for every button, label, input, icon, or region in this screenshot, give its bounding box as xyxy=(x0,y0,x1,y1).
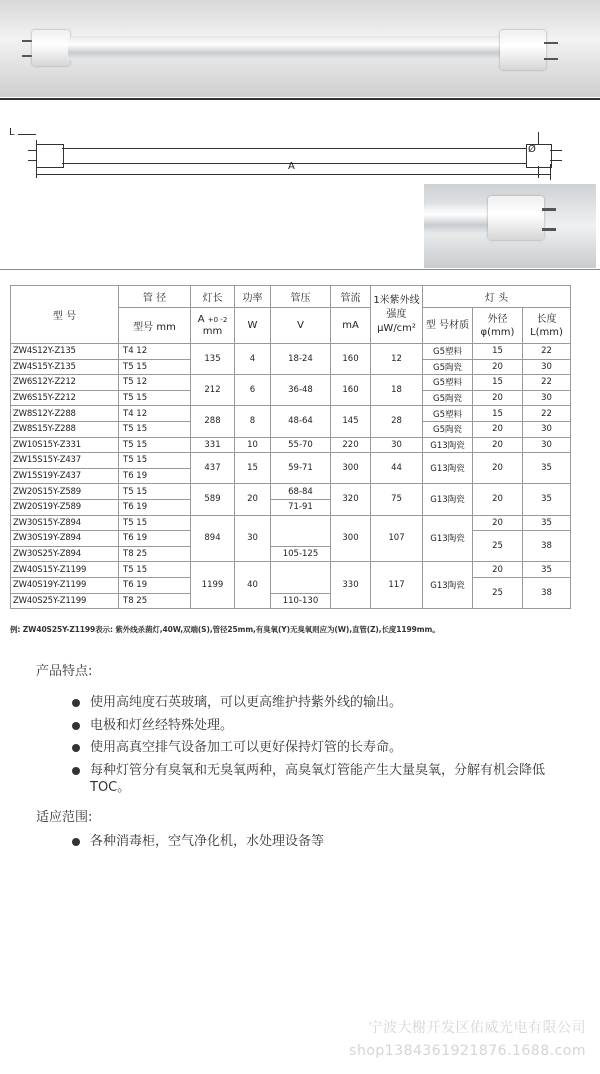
col-tube: 管 径 xyxy=(119,286,191,308)
table-row xyxy=(11,453,571,469)
bullet-icon xyxy=(72,744,80,752)
cell-power: 10 xyxy=(235,437,271,453)
cell-len: 35 xyxy=(523,515,571,531)
example-note: 例: ZW40S25Y-Z1199表示: 紫外线杀菌灯,40W,双端(S),管径25mm,有臭氧(Y)无臭氧则应为(W),直管(Z),长度1199mm。 xyxy=(10,625,440,634)
cell-cap: G5塑料 xyxy=(423,344,473,360)
cell-cap: G5陶瓷 xyxy=(423,359,473,375)
col-voltage: 管压 xyxy=(271,286,331,308)
cell-power: 6 xyxy=(235,375,271,406)
cell-power: 8 xyxy=(235,406,271,437)
applications-heading: 适应范围: xyxy=(36,810,93,825)
cell-model: ZW20S19Y-Z589 xyxy=(11,499,119,515)
cell-model: ZW6S12Y-Z212 xyxy=(11,375,119,391)
col-cap: 灯 头 xyxy=(423,286,571,308)
cell-current: 300 xyxy=(331,453,371,484)
cell-voltage: 110-130 xyxy=(271,593,331,609)
cell-model: ZW4S12Y-Z135 xyxy=(11,344,119,360)
cell-tube: T6 19 xyxy=(119,577,191,593)
cell-cap: G5陶瓷 xyxy=(423,421,473,437)
cell-dia: 15 xyxy=(473,406,523,422)
cell-tube: T6 19 xyxy=(119,531,191,547)
cell-model: ZW30S19Y-Z894 xyxy=(11,531,119,547)
table-row xyxy=(11,406,571,422)
cell-cap: G5塑料 xyxy=(423,375,473,391)
cell-uv: 28 xyxy=(371,406,423,437)
col-power: 功率 xyxy=(235,286,271,308)
list-item xyxy=(72,762,572,797)
watermark-company: 宁波大榭开发区佑威光电有限公司 xyxy=(368,1020,586,1036)
cell-length: 437 xyxy=(191,453,235,484)
cell-tube: T8 25 xyxy=(119,593,191,609)
cell-model: ZW4S15Y-Z135 xyxy=(11,359,119,375)
cap-model: 型 号材质 xyxy=(423,308,473,344)
bullet-icon xyxy=(72,699,80,707)
cell-cap: G13陶瓷 xyxy=(423,515,473,562)
cell-cap: G13陶瓷 xyxy=(423,484,473,515)
cell-dia: 20 xyxy=(473,421,523,437)
cell-tube: T5 15 xyxy=(119,359,191,375)
cell-tube: T6 19 xyxy=(119,468,191,484)
cell-length: 212 xyxy=(191,375,235,406)
cell-tube: T5 15 xyxy=(119,562,191,578)
cell-length: 589 xyxy=(191,484,235,515)
cell-cap: G13陶瓷 xyxy=(423,437,473,453)
feature-text: 电极和灯丝经特殊处理。 xyxy=(90,717,234,733)
cell-dia: 20 xyxy=(473,359,523,375)
length-sub xyxy=(191,308,235,344)
cell-model: ZW6S15Y-Z212 xyxy=(11,390,119,406)
cap-dia: 外径 φ(mm) xyxy=(473,308,523,344)
cell-current: 330 xyxy=(331,562,371,609)
table-row xyxy=(11,484,571,500)
label-phi: Ø xyxy=(528,144,536,155)
cell-len: 35 xyxy=(523,562,571,578)
cell-length: 894 xyxy=(191,515,235,562)
cell-model: ZW40S15Y-Z1199 xyxy=(11,562,119,578)
list-item xyxy=(72,739,572,757)
cell-len: 38 xyxy=(523,577,571,608)
uv-unit: μW/cm² xyxy=(377,322,416,334)
cell-dia: 20 xyxy=(473,437,523,453)
cell-dia: 15 xyxy=(473,375,523,391)
cell-cap: G5陶瓷 xyxy=(423,390,473,406)
feature-text: 使用高纯度石英玻璃，可以更高维护持紫外线的输出。 xyxy=(90,695,403,710)
cell-power: 20 xyxy=(235,484,271,515)
cell-uv: 107 xyxy=(371,515,423,562)
cell-length: 135 xyxy=(191,344,235,375)
bullet-icon xyxy=(72,767,80,775)
col-uv xyxy=(371,286,423,344)
spec-table xyxy=(10,285,571,609)
cell-tube: T6 19 xyxy=(119,499,191,515)
cell-model: ZW15S15Y-Z437 xyxy=(11,453,119,469)
features-list xyxy=(72,694,572,802)
cell-tube: T8 25 xyxy=(119,546,191,562)
cell-current: 300 xyxy=(331,515,371,562)
watermark-shop: shop1384361921876.1688.com xyxy=(349,1043,586,1059)
cell-uv: 75 xyxy=(371,484,423,515)
cell-current: 320 xyxy=(331,484,371,515)
cell-len: 22 xyxy=(523,406,571,422)
cell-length: 1199 xyxy=(191,562,235,609)
cell-dia: 20 xyxy=(473,453,523,484)
cell-power: 15 xyxy=(235,453,271,484)
features-heading: 产品特点: xyxy=(36,664,93,679)
power-unit: W xyxy=(235,308,271,344)
cell-voltage: 68-84 xyxy=(271,484,331,500)
cell-voltage: 18-24 xyxy=(271,344,331,375)
cell-len: 22 xyxy=(523,375,571,391)
length-unit: mm xyxy=(202,325,223,337)
cell-voltage: 36-48 xyxy=(271,375,331,406)
cell-tube: T5 15 xyxy=(119,453,191,469)
current-unit: mA xyxy=(331,308,371,344)
cell-voltage: 55-70 xyxy=(271,437,331,453)
col-length: 灯长 xyxy=(191,286,235,308)
cell-model: ZW20S15Y-Z589 xyxy=(11,484,119,500)
cell-uv: 117 xyxy=(371,562,423,609)
cell-len: 30 xyxy=(523,390,571,406)
cell-len: 22 xyxy=(523,344,571,360)
cell-uv: 44 xyxy=(371,453,423,484)
cell-current: 220 xyxy=(331,437,371,453)
feature-text: 每种灯管分有臭氧和无臭氧两种，高臭氧灯管能产生大量臭氧，分解有机会降低TOC。 xyxy=(90,762,546,795)
cell-model: ZW15S19Y-Z437 xyxy=(11,468,119,484)
cell-model: ZW8S15Y-Z288 xyxy=(11,421,119,437)
cell-voltage xyxy=(271,515,331,546)
cell-dia: 20 xyxy=(473,390,523,406)
label-a: A xyxy=(288,161,295,172)
length-tol: +0 -2 xyxy=(207,315,228,324)
cell-tube: T5 15 xyxy=(119,515,191,531)
cell-model: ZW10S15Y-Z331 xyxy=(11,437,119,453)
bullet-icon xyxy=(72,838,80,846)
cell-cap: G13陶瓷 xyxy=(423,562,473,609)
cell-tube: T4 12 xyxy=(119,406,191,422)
cell-voltage: 71-91 xyxy=(271,499,331,515)
feature-text: 使用高真空排气设备加工可以更好保持灯管的长寿命。 xyxy=(90,740,403,755)
cell-power: 30 xyxy=(235,515,271,562)
list-item xyxy=(72,833,572,851)
tube-sub: 型号 mm xyxy=(119,308,191,344)
cell-tube: T5 15 xyxy=(119,437,191,453)
product-photo-lamp xyxy=(0,0,600,97)
table-row xyxy=(11,344,571,360)
cell-voltage: 48-64 xyxy=(271,406,331,437)
cell-len: 35 xyxy=(523,453,571,484)
cell-dia: 25 xyxy=(473,531,523,562)
cell-uv: 30 xyxy=(371,437,423,453)
cell-voltage xyxy=(271,562,331,593)
cell-model: ZW30S25Y-Z894 xyxy=(11,546,119,562)
cell-length: 331 xyxy=(191,437,235,453)
cell-length: 288 xyxy=(191,406,235,437)
cell-cap: G13陶瓷 xyxy=(423,453,473,484)
cell-cap: G5塑料 xyxy=(423,406,473,422)
table-row xyxy=(11,375,571,391)
bullet-icon xyxy=(72,722,80,730)
cell-dia: 15 xyxy=(473,344,523,360)
cell-power: 40 xyxy=(235,562,271,609)
length-a: A xyxy=(197,313,205,325)
cell-len: 30 xyxy=(523,437,571,453)
divider xyxy=(0,269,600,270)
cell-len: 30 xyxy=(523,359,571,375)
cell-tube: T4 12 xyxy=(119,344,191,360)
col-current: 管流 xyxy=(331,286,371,308)
cell-current: 145 xyxy=(331,406,371,437)
table-row xyxy=(11,515,571,531)
list-item xyxy=(72,717,572,735)
cell-power: 4 xyxy=(235,344,271,375)
cell-dia: 20 xyxy=(473,515,523,531)
cell-tube: T5 12 xyxy=(119,375,191,391)
lamp-end-photo xyxy=(424,184,596,268)
list-item xyxy=(72,694,572,712)
cell-uv: 12 xyxy=(371,344,423,375)
cell-model: ZW40S25Y-Z1199 xyxy=(11,593,119,609)
cell-dia: 25 xyxy=(473,577,523,608)
cell-model: ZW30S15Y-Z894 xyxy=(11,515,119,531)
cell-len: 38 xyxy=(523,531,571,562)
cell-model: ZW8S12Y-Z288 xyxy=(11,406,119,422)
uv-label: 1米紫外线强度 xyxy=(373,294,420,320)
cell-uv: 18 xyxy=(371,375,423,406)
cell-current: 160 xyxy=(331,344,371,375)
cell-tube: T5 15 xyxy=(119,421,191,437)
label-l: L xyxy=(9,127,15,138)
cell-dia: 20 xyxy=(473,562,523,578)
cell-tube: T5 15 xyxy=(119,484,191,500)
applications-list xyxy=(72,833,572,856)
cell-voltage: 105-125 xyxy=(271,546,331,562)
cap-len: 长度 L(mm) xyxy=(523,308,571,344)
table-row xyxy=(11,437,571,453)
cell-voltage: 59-71 xyxy=(271,453,331,484)
col-model: 型 号 xyxy=(11,286,119,344)
cell-tube: T5 15 xyxy=(119,390,191,406)
cell-len: 30 xyxy=(523,421,571,437)
voltage-unit: V xyxy=(271,308,331,344)
cell-dia: 20 xyxy=(473,484,523,515)
table-row xyxy=(11,562,571,578)
cell-len: 35 xyxy=(523,484,571,515)
cell-model: ZW40S19Y-Z1199 xyxy=(11,577,119,593)
application-text: 各种消毒柜，空气净化机，水处理设备等 xyxy=(90,834,325,849)
cell-current: 160 xyxy=(331,375,371,406)
